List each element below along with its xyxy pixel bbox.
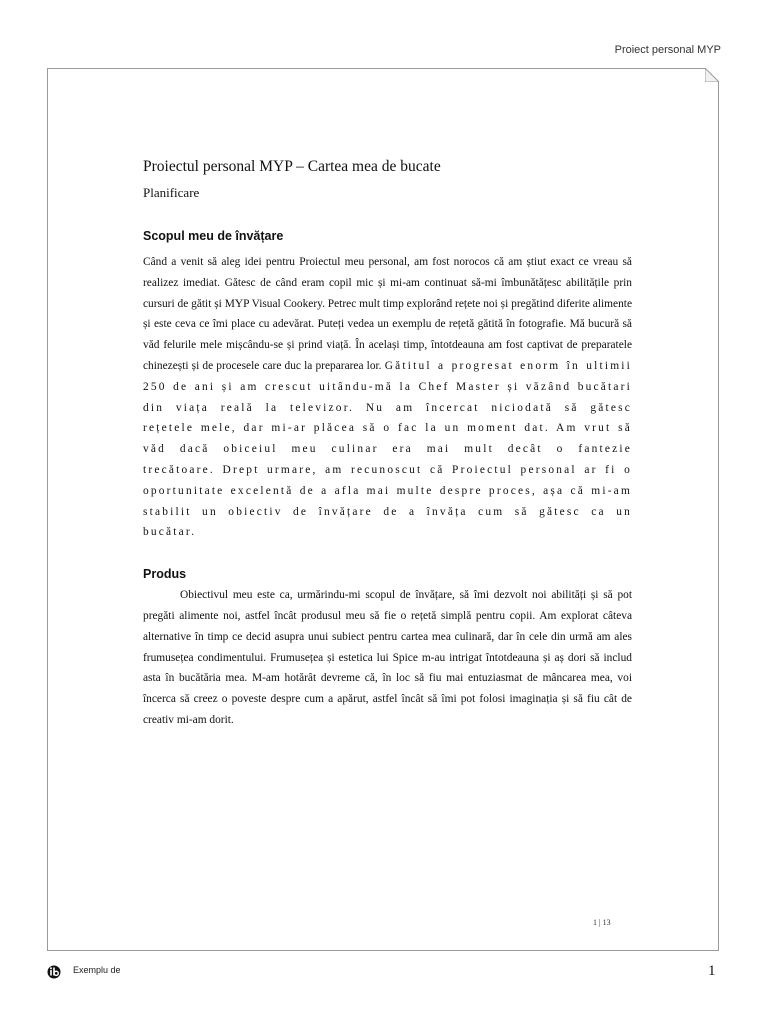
ib-logo-icon xyxy=(47,965,61,979)
paragraph-text-spaced: Gătitul a progresat enorm în ultimii 250 de ani și am crescut uitându-mă la Chef Master și văzând bucătari din viața reală la televizor. Nu am încercat niciodată să gătesc rețetele mele, dar mi-ar plăcea să o fac la un moment dat. Am vrut să văd dacă obiceiul meu culinar era mai mult decât o fantezie trecătoare. Drept urmare, am recunoscut că Proiectul personal ar fi o oportunitate excelentă de a afla mai multe despre proces, așa că mi-am stabilit un obiectiv de învățare de a învăța cum să gătesc ca un bucătar. xyxy=(143,359,632,539)
section-heading-produs: Produs xyxy=(143,567,187,582)
document-title: Proiectul personal MYP – Cartea mea de bucate xyxy=(143,158,441,175)
document-body xyxy=(143,158,632,731)
document-subtitle: Planificare xyxy=(143,185,200,200)
paragraph-text-normal: Când a venit să aleg idei pentru Proiectul meu personal, am fost norocos că am știut exact ce vreau să realizez imediat. Gătesc de când eram copil mic și mi-am continuat să-mi îmbunătățesc abilitățile prin cursuri de gătit și MYP Visual Cookery. Petrec mult timp explorând rețete noi și pregătind diferite alimente și este ceva ce îmi place cu adevărat. Puteți vedea un exemplu de rețetă gătită în fotografie. Mă bucură să văd felurile mele mișcându-se și prind viață. În același timp, întotdeauna am fost captivat de preparatele chinezești și de procesele care duc la prepararea lor. xyxy=(143,256,632,372)
footer-page-number: 1 xyxy=(708,963,716,979)
inner-page-number: 1 | 13 xyxy=(593,918,611,927)
page-curl-icon xyxy=(705,68,719,82)
footer-label: Exemplu de xyxy=(73,965,121,975)
section-paragraph-produs: Obiectivul meu este ca, urmărindu-mi scopul de învățare, să îmi dezvolt noi abilități și să pot pregăti alimente noi, astfel încât produsul meu să fie o rețetă simplă pentru copii. Am explorat câteva alternative în timp ce decid asupra unui subiect pentru cartea mea culinară, dar în cele din urmă am ales frumusețea condimentului. Frumusețea și estetica lui Spice m-au intrigat întotdeauna și aș dori să includ asta în bucătăria mea. M-am hotărât devreme că, în loc să fiu mai entuziasmat de mâncarea mea, voi încerca să creez o poveste despre cum a apărut, astfel încât să îmi pot folosi imaginația și să fiu cât de creativ mi-am dorit. xyxy=(143,589,632,726)
section-paragraph-scop xyxy=(143,252,632,543)
section-heading-scop: Scopul meu de învățare xyxy=(143,229,284,243)
running-header: Proiect personal MYP xyxy=(614,44,721,56)
